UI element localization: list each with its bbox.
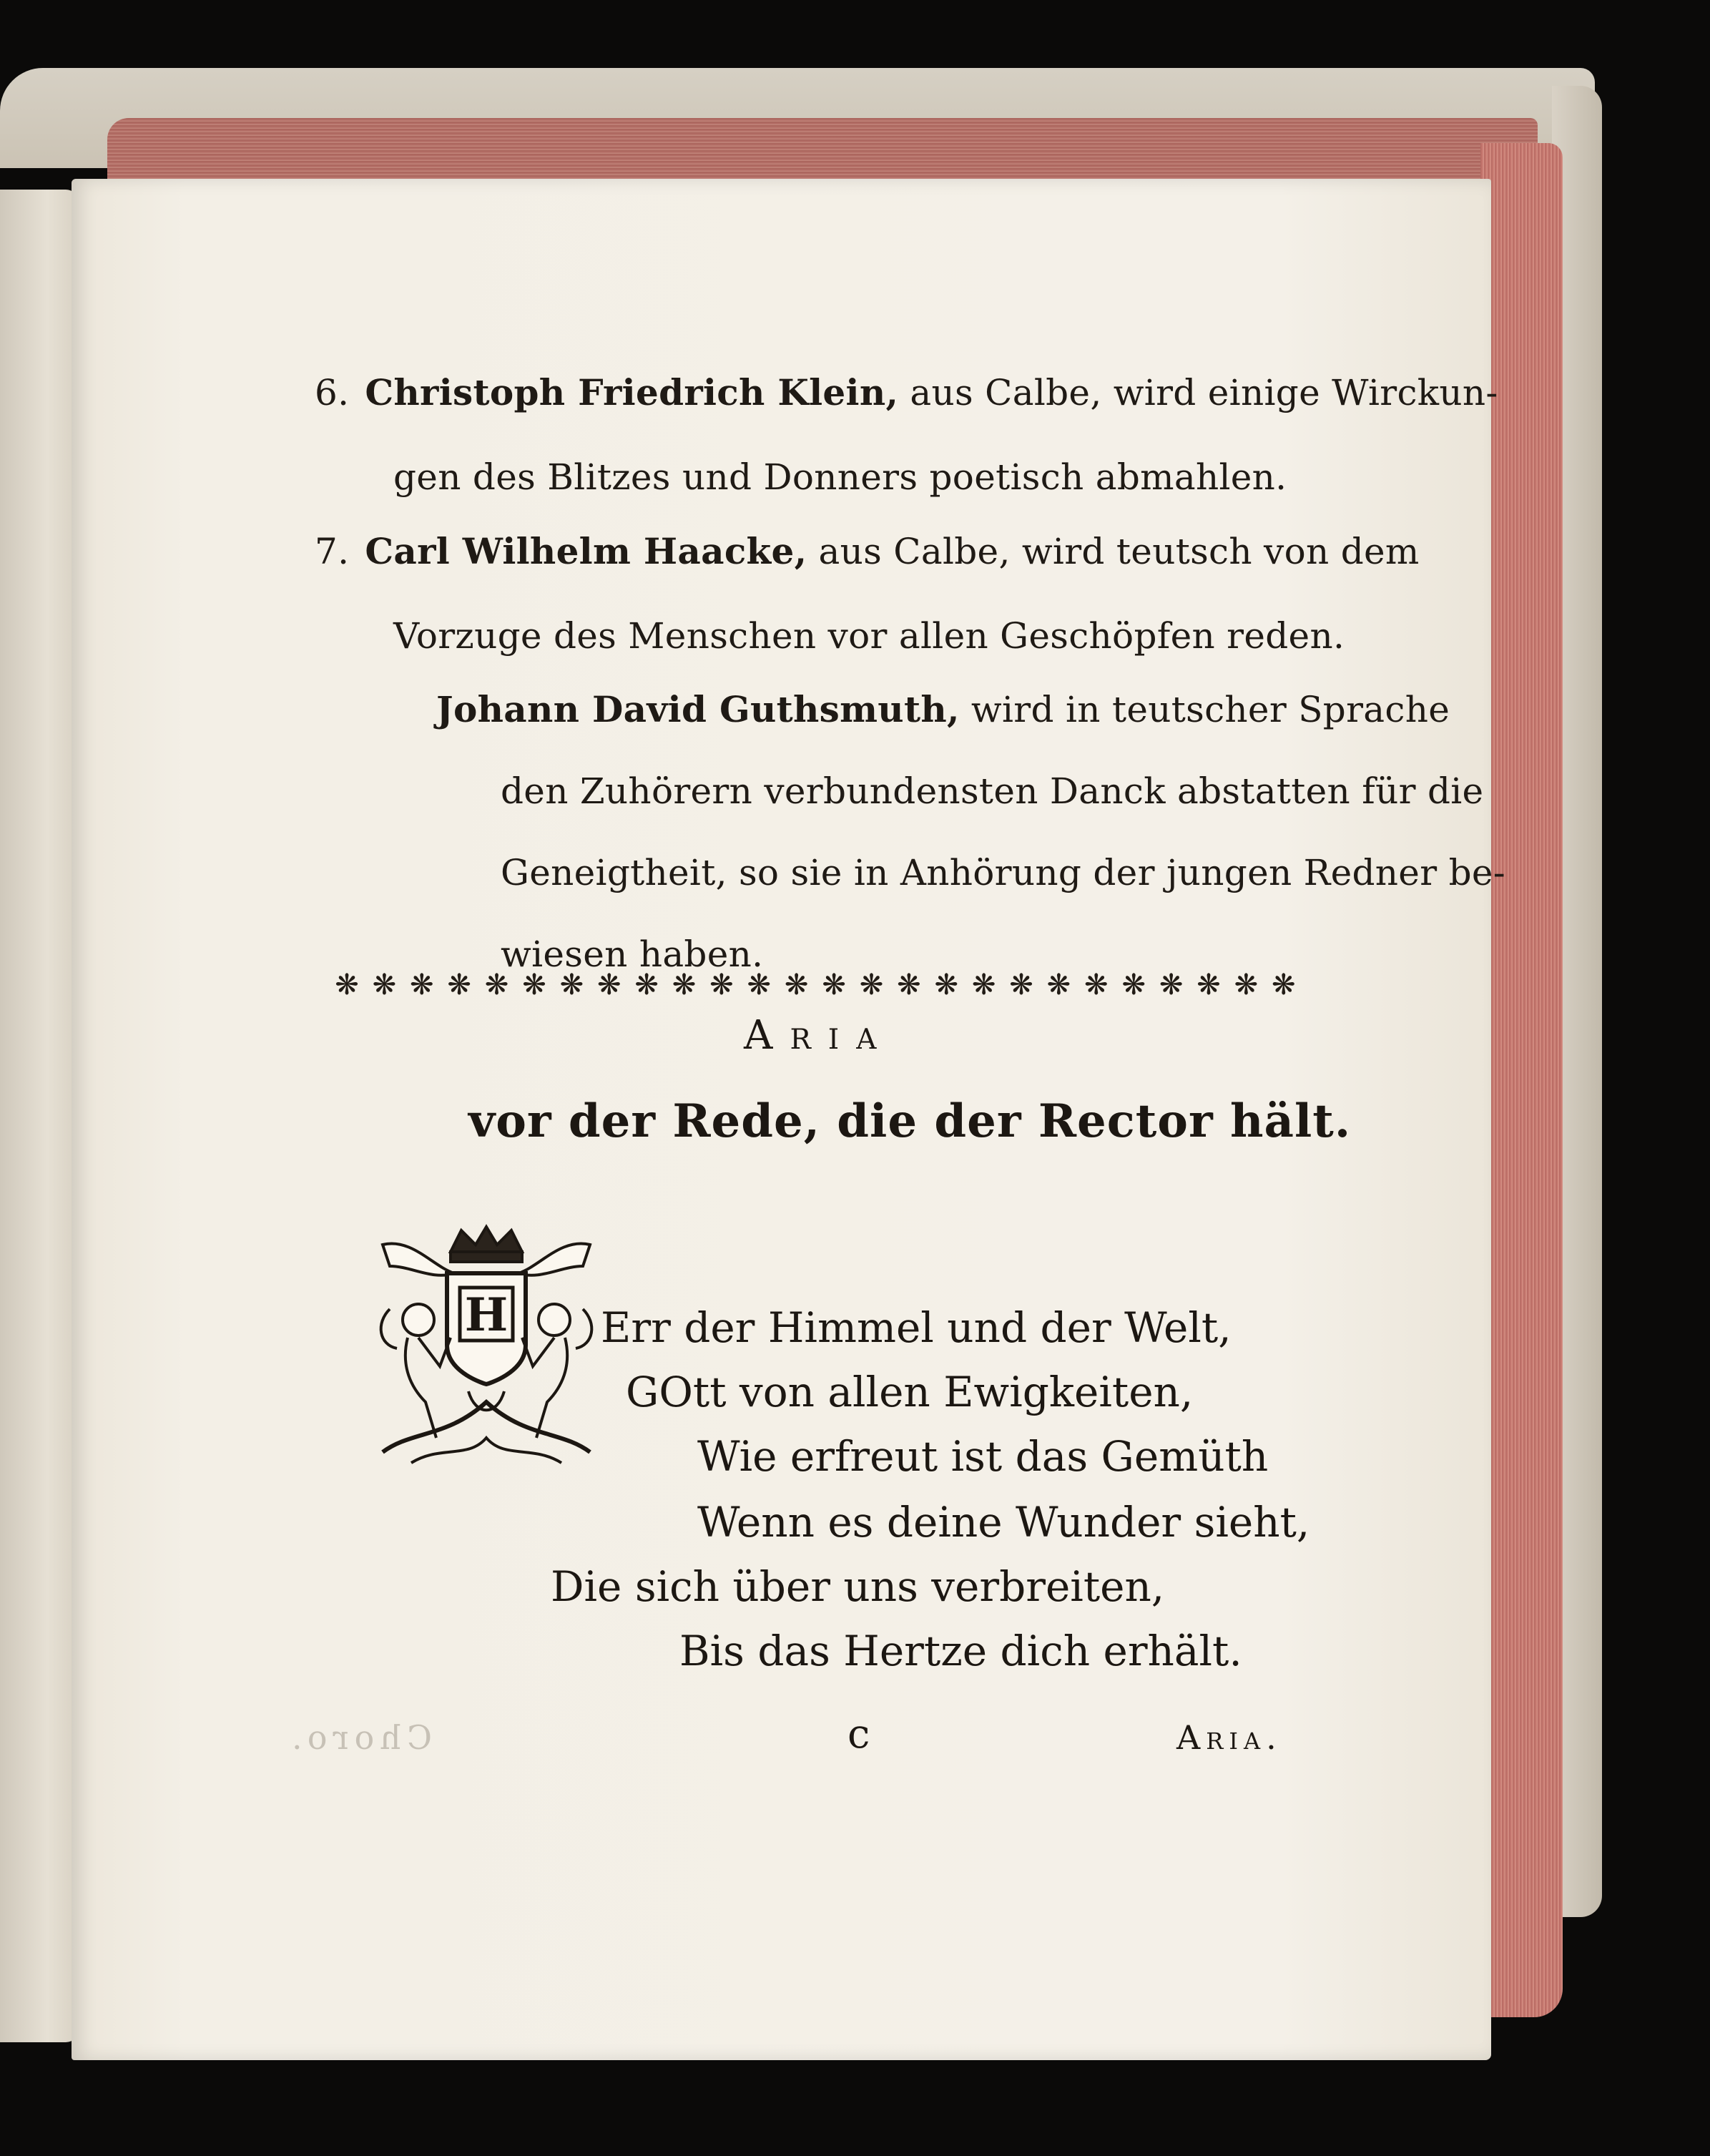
bleed-through-text: Choro. bbox=[286, 1718, 433, 1757]
aria-heading: Aria bbox=[744, 1012, 894, 1059]
ornament-glyph: ❋ bbox=[709, 969, 734, 1001]
ornament-glyph: ❋ bbox=[1159, 969, 1184, 1001]
ornamental-rule bbox=[329, 967, 1302, 1003]
speaker-name: Carl Wilhelm Haacke, bbox=[365, 530, 807, 572]
ornament-glyph: ❋ bbox=[822, 969, 846, 1001]
ornament-glyph: ❋ bbox=[1084, 969, 1109, 1001]
ornament-glyph: ❋ bbox=[335, 969, 359, 1001]
entry-text-continued: Vorzuge des Menschen vor allen Geschöpfen reden. bbox=[393, 615, 1345, 657]
catchword: Aria. bbox=[1176, 1718, 1282, 1757]
program-entry-6 bbox=[315, 351, 1498, 519]
ornament-glyph: ❋ bbox=[859, 969, 884, 1001]
entry-text-continued: den Zuhörern verbundensten Danck abstatten für die bbox=[501, 770, 1484, 812]
ornament-glyph: ❋ bbox=[1046, 969, 1071, 1001]
entry-text: wird in teutscher Sprache bbox=[959, 689, 1450, 730]
ornament-glyph: ❋ bbox=[559, 969, 584, 1001]
ornament-glyph: ❋ bbox=[1272, 969, 1296, 1001]
signature-mark: c bbox=[847, 1711, 870, 1758]
ornament-glyph: ❋ bbox=[1234, 969, 1259, 1001]
poem-line: Die sich über uns verbreiten, bbox=[551, 1562, 1165, 1611]
ornament-glyph: ❋ bbox=[596, 969, 621, 1001]
ornament-glyph: ❋ bbox=[484, 969, 509, 1001]
ornament-glyph: ❋ bbox=[522, 969, 546, 1001]
ornament-glyph: ❋ bbox=[372, 969, 397, 1001]
entry-text-continued: wiesen haben. bbox=[501, 934, 764, 975]
poem-line: Wie erfreut ist das Gemüth bbox=[697, 1432, 1269, 1481]
decorated-initial-vignette bbox=[368, 1223, 604, 1470]
ornament-glyph: ❋ bbox=[447, 969, 471, 1001]
ornament-glyph: ❋ bbox=[634, 969, 659, 1001]
poem-line: GOtt von allen Ewigkeiten, bbox=[626, 1368, 1194, 1416]
initial-letter: H bbox=[464, 1288, 508, 1342]
entry-text: aus Calbe, wird teutsch von dem bbox=[807, 531, 1420, 572]
ornament-glyph: ❋ bbox=[747, 969, 772, 1001]
entry-text-continued: Geneigtheit, so sie in Anhörung der jungen Redner be- bbox=[501, 852, 1505, 893]
program-entry-closing bbox=[436, 669, 1505, 995]
speaker-name: Johann David Guthsmuth, bbox=[436, 688, 960, 730]
poem-line: Wenn es deine Wunder sieht, bbox=[697, 1498, 1310, 1547]
ornament-glyph: ❋ bbox=[934, 969, 958, 1001]
ornament-glyph: ❋ bbox=[784, 969, 809, 1001]
left-page-edge bbox=[0, 190, 79, 2042]
poem-line: Bis das Hertze dich erhält. bbox=[679, 1627, 1242, 1675]
ornament-glyph: ❋ bbox=[1009, 969, 1033, 1001]
entry-text-continued: gen des Blitzes und Donners poetisch abmahlen. bbox=[393, 456, 1287, 498]
poem-line: Err der Himmel und der Welt, bbox=[601, 1303, 1232, 1352]
ornament-glyph: ❋ bbox=[1196, 969, 1221, 1001]
aria-subheading: vor der Rede, die der Rector hält. bbox=[468, 1094, 1352, 1148]
ornament-glyph: ❋ bbox=[672, 969, 697, 1001]
program-entry-7 bbox=[315, 509, 1420, 678]
entry-text: aus Calbe, wird einige Wirckun- bbox=[898, 372, 1498, 413]
ornament-glyph: ❋ bbox=[1121, 969, 1146, 1001]
entry-number: 6. bbox=[315, 372, 350, 413]
speaker-name: Christoph Friedrich Klein, bbox=[365, 371, 899, 413]
ornament-glyph: ❋ bbox=[971, 969, 996, 1001]
ornament-glyph: ❋ bbox=[410, 969, 434, 1001]
ornament-glyph: ❋ bbox=[897, 969, 921, 1001]
entry-number: 7. bbox=[315, 531, 350, 572]
